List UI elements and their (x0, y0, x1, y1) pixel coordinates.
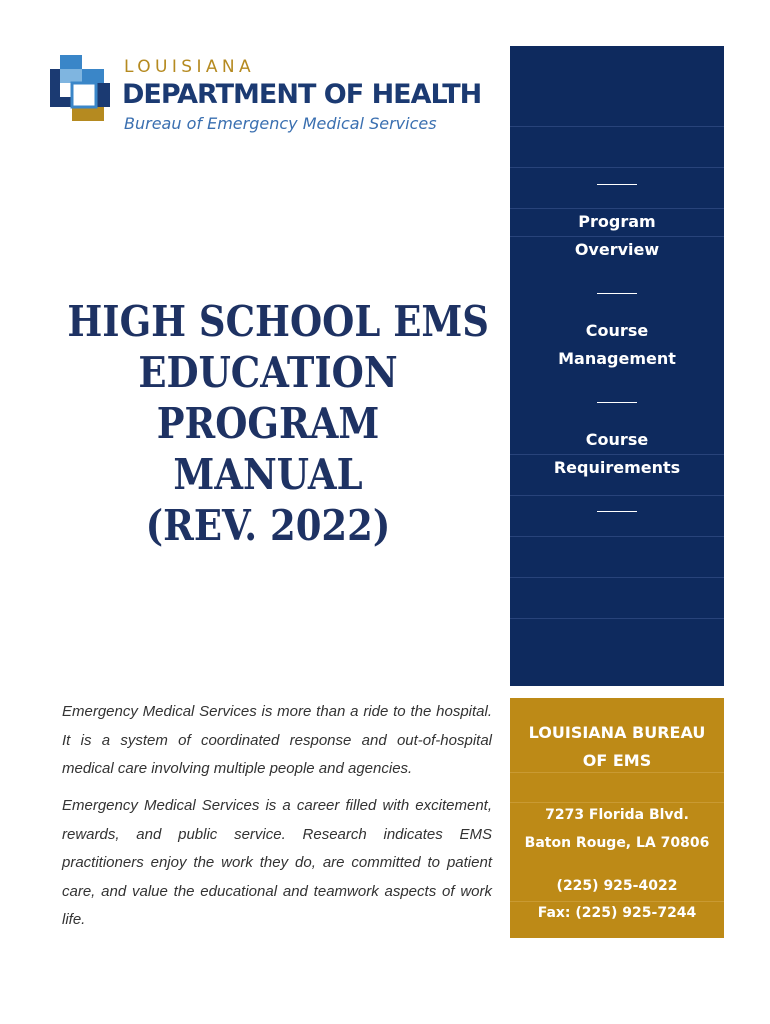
contact-panel (510, 698, 724, 938)
address-street: 7273 Florida Blvd. (545, 807, 689, 823)
sidebar-item-label: Overview (574, 240, 660, 259)
logo-department-text: DEPARTMENT OF HEALTH (122, 79, 482, 110)
sidebar-item-label: Management (558, 349, 676, 368)
title-line: HIGH SCHOOL EMS (67, 297, 489, 346)
divider (510, 577, 724, 578)
sidebar-item-label: Requirements (553, 458, 681, 477)
divider (510, 495, 724, 496)
document-title (67, 296, 489, 551)
org-name-line: LOUISIANA BUREAU (528, 723, 706, 742)
phone-number: (225) 925-4022 (556, 878, 678, 894)
separator-line (597, 293, 637, 294)
sidebar-item-label: Course (585, 430, 649, 449)
logo-state-text: LOUISIANA (124, 57, 256, 77)
intro-paragraph-1: Emergency Medical Services is more than a ride to the hospital. It is a system of coordinated response and out-of-hospital medical care involving multiple people and agencies. (62, 703, 492, 777)
title-line: MANUAL (173, 450, 363, 499)
separator-line (597, 511, 637, 512)
contents-sidebar (510, 46, 724, 686)
address-city: Baton Rouge, LA 70806 (524, 835, 710, 851)
fax-number: Fax: (225) 925-7244 (537, 905, 697, 921)
sidebar-item-label: Course (585, 321, 649, 340)
divider (510, 167, 724, 168)
ldh-logo (50, 55, 500, 135)
separator-line (597, 184, 637, 185)
title-line: PROGRAM (156, 399, 380, 448)
divider (510, 536, 724, 537)
title-line: (REV. 2022) (145, 501, 391, 550)
title-line: EDUCATION (138, 348, 398, 397)
contact-org-name (510, 719, 724, 775)
sidebar-item-course-requirements[interactable] (510, 426, 724, 482)
divider (510, 618, 724, 619)
org-name-line: OF EMS (582, 751, 652, 770)
sidebar-item-program-overview[interactable] (510, 208, 724, 264)
divider (510, 126, 724, 127)
logo-bureau-text: Bureau of Emergency Medical Services (124, 114, 437, 133)
sidebar-item-label: Program (578, 212, 656, 231)
sidebar-item-course-management[interactable] (510, 317, 724, 373)
intro-paragraph-2: Emergency Medical Services is a career filled with excitement, rewards, and public service. Research indicates EMS practitioners enjoy the work they do, are committed to patient care, and value the educational and teamwork aspects of work life. (62, 797, 492, 928)
medical-cross-logo-icon (50, 55, 114, 121)
separator-line (597, 402, 637, 403)
